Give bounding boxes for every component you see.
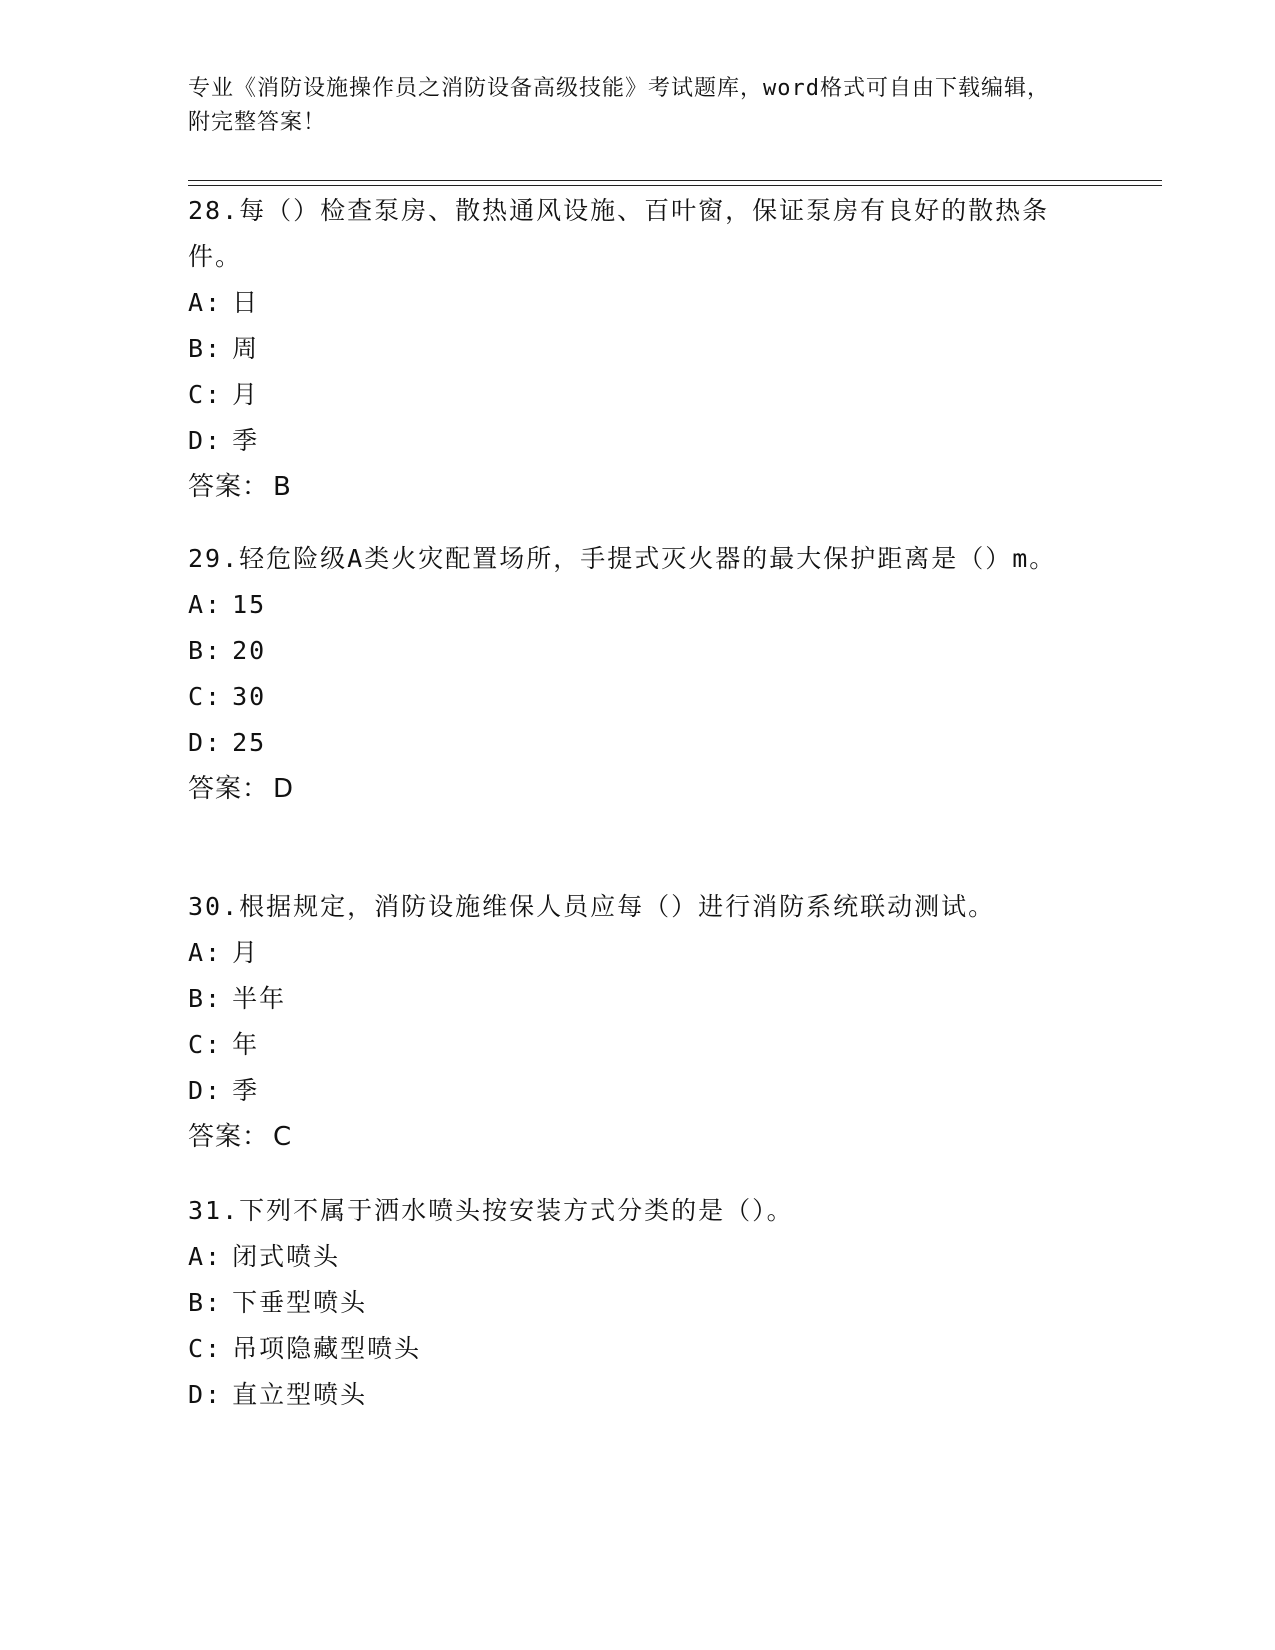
option-value: 月 [232, 380, 260, 409]
option-letter: D: [188, 728, 223, 757]
answer-value: C [273, 1122, 293, 1152]
option-value: 闭式喷头 [232, 1242, 341, 1271]
question-text: 29.轻危险级A类火灾配置场所，手提式灭火器的最大保护距离是（）m。 [188, 544, 1057, 573]
option-letter: C: [188, 380, 223, 409]
option-b [188, 326, 1088, 372]
option-letter: B: [188, 334, 223, 363]
option-b [188, 628, 1088, 674]
option-letter: B: [188, 984, 223, 1013]
option-c [188, 1022, 1088, 1068]
option-a [188, 930, 1088, 976]
question-29 [188, 536, 1088, 812]
question-28 [188, 188, 1088, 510]
document-header: 专业《消防设施操作员之消防设备高级技能》考试题库，word格式可自由下载编辑，附完整答案！ [188, 76, 1050, 135]
option-value: 15 [232, 590, 267, 619]
option-b [188, 1280, 1088, 1326]
option-d [188, 1068, 1088, 1114]
option-value: 20 [232, 636, 267, 665]
option-value: 直立型喷头 [232, 1380, 368, 1409]
option-c [188, 674, 1088, 720]
option-value: 季 [232, 426, 260, 455]
option-d [188, 1372, 1088, 1418]
option-b [188, 976, 1088, 1022]
answer-label: 答案： [188, 472, 270, 502]
option-letter: A: [188, 1242, 223, 1271]
option-letter: C: [188, 1030, 223, 1059]
option-value: 半年 [232, 984, 287, 1013]
option-value: 周 [232, 334, 260, 363]
option-a [188, 582, 1088, 628]
option-c [188, 372, 1088, 418]
header-divider-bottom [188, 185, 1162, 186]
option-value: 下垂型喷头 [232, 1288, 368, 1317]
question-31 [188, 1188, 1088, 1418]
option-value: 日 [232, 288, 260, 317]
answer-line [188, 1114, 1088, 1160]
option-value: 25 [232, 728, 267, 757]
option-letter: D: [188, 426, 223, 455]
option-value: 30 [232, 682, 267, 711]
option-c [188, 1326, 1088, 1372]
option-letter: A: [188, 938, 223, 967]
option-letter: D: [188, 1380, 223, 1409]
answer-value: B [273, 472, 292, 502]
option-letter: D: [188, 1076, 223, 1105]
option-d [188, 720, 1088, 766]
option-value: 吊项隐藏型喷头 [232, 1334, 422, 1363]
answer-value: D [273, 774, 295, 804]
question-text: 28.每（）检查泵房、散热通风设施、百叶窗，保证泵房有良好的散热条件。 [188, 196, 1050, 271]
option-value: 季 [232, 1076, 260, 1105]
answer-label: 答案： [188, 774, 270, 804]
answer-label: 答案： [188, 1122, 270, 1152]
question-text: 30.根据规定，消防设施维保人员应每（）进行消防系统联动测试。 [188, 892, 996, 921]
option-value: 月 [232, 938, 260, 967]
option-letter: A: [188, 590, 223, 619]
option-letter: C: [188, 682, 223, 711]
question-30 [188, 884, 1088, 1160]
answer-line [188, 766, 1088, 812]
option-letter: C: [188, 1334, 223, 1363]
option-a [188, 1234, 1088, 1280]
answer-line [188, 464, 1088, 510]
option-letter: A: [188, 288, 223, 317]
option-letter: B: [188, 636, 223, 665]
option-d [188, 418, 1088, 464]
option-value: 年 [232, 1030, 260, 1059]
option-a [188, 280, 1088, 326]
question-text: 31.下列不属于洒水喷头按安装方式分类的是（）。 [188, 1196, 794, 1225]
option-letter: B: [188, 1288, 223, 1317]
header-divider-top [188, 180, 1162, 181]
